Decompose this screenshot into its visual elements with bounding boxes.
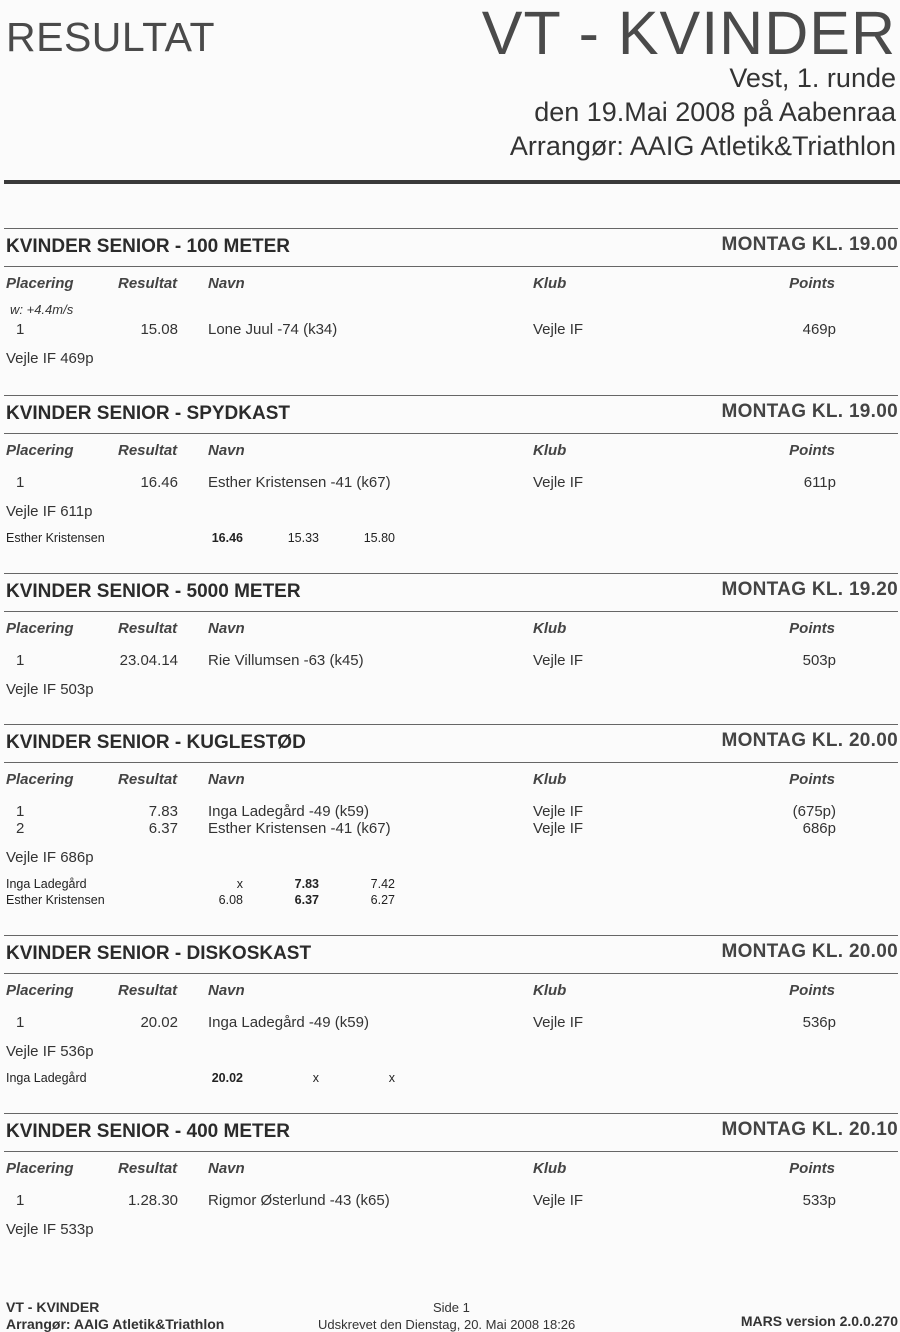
event-time: MONTAG KL. 20.00 xyxy=(721,941,898,962)
series-attempt: 7.42 xyxy=(370,877,395,891)
column-resultat: Resultat xyxy=(118,1160,178,1177)
event-top-rule xyxy=(4,724,898,725)
footer-organizer: Arrangør: AAIG Atletik&Triathlon xyxy=(6,1316,225,1332)
column-resultat: Resultat xyxy=(118,771,178,788)
athlete-name-cell: Esther Kristensen -41 (k67) xyxy=(208,820,391,837)
column-placering: Placering xyxy=(6,771,74,788)
column-placering: Placering xyxy=(6,620,74,637)
column-points: Points xyxy=(789,275,835,292)
column-navn: Navn xyxy=(208,771,245,788)
club-cell: Vejle IF xyxy=(533,1014,584,1031)
event-header-rule xyxy=(4,973,898,974)
club-total: Vejle IF 503p xyxy=(6,681,94,698)
round-subtitle: Vest, 1. runde xyxy=(729,63,896,93)
column-placering: Placering xyxy=(6,1160,74,1177)
placement-cell: 1 xyxy=(16,1192,25,1209)
column-navn: Navn xyxy=(208,1160,245,1177)
date-subtitle: den 19.Mai 2008 på Aabenraa xyxy=(534,97,896,127)
column-klub: Klub xyxy=(533,620,567,637)
placement-cell: 2 xyxy=(16,820,25,837)
column-points: Points xyxy=(789,982,835,999)
column-navn: Navn xyxy=(208,442,245,459)
athlete-name-cell: Lone Juul -74 (k34) xyxy=(208,321,338,338)
club-cell: Vejle IF xyxy=(533,820,584,837)
footer-title: VT - KVINDER xyxy=(6,1299,100,1315)
athlete-name-cell: Inga Ladegård -49 (k59) xyxy=(208,803,369,820)
points-cell: (675p) xyxy=(792,803,836,820)
series-attempt: 7.83 xyxy=(294,877,319,891)
event-time: MONTAG KL. 20.10 xyxy=(721,1119,898,1140)
column-navn: Navn xyxy=(208,620,245,637)
points-cell: 611p xyxy=(803,474,836,491)
column-points: Points xyxy=(789,620,835,637)
placement-cell: 1 xyxy=(16,803,25,820)
result-cell: 6.37 xyxy=(148,820,178,837)
athlete-name-cell: Esther Kristensen -41 (k67) xyxy=(208,474,391,491)
column-resultat: Resultat xyxy=(118,442,178,459)
event-top-rule xyxy=(4,573,898,574)
column-placering: Placering xyxy=(6,442,74,459)
event-header-rule xyxy=(4,266,898,267)
result-cell: 1.28.30 xyxy=(127,1192,178,1209)
wind-reading: w: +4.4m/s xyxy=(10,302,74,317)
club-total: Vejle IF 686p xyxy=(6,849,94,866)
series-attempt: 20.02 xyxy=(211,1071,243,1085)
event-name: KVINDER SENIOR - DISKOSKAST xyxy=(6,943,312,964)
series-attempt: 16.46 xyxy=(211,531,243,545)
athlete-name-cell: Rigmor Østerlund -43 (k65) xyxy=(208,1192,390,1209)
column-resultat: Resultat xyxy=(118,982,178,999)
placement-cell: 1 xyxy=(16,652,25,669)
series-attempt: 15.80 xyxy=(363,531,395,545)
series-attempt: x xyxy=(388,1071,395,1085)
event-name: KVINDER SENIOR - SPYDKAST xyxy=(6,403,290,424)
athlete-name-cell: Inga Ladegård -49 (k59) xyxy=(208,1014,369,1031)
footer-version: MARS version 2.0.0.270 xyxy=(740,1313,898,1329)
event-name: KVINDER SENIOR - 5000 METER xyxy=(6,581,301,602)
placement-cell: 1 xyxy=(16,1014,25,1031)
column-points: Points xyxy=(789,1160,835,1177)
event-time: MONTAG KL. 19.00 xyxy=(721,401,898,422)
club-cell: Vejle IF xyxy=(533,474,584,491)
event-time: MONTAG KL. 20.00 xyxy=(721,730,898,751)
column-points: Points xyxy=(789,442,835,459)
column-klub: Klub xyxy=(533,442,567,459)
result-cell: 15.08 xyxy=(140,321,178,338)
series-attempt: 15.33 xyxy=(287,531,319,545)
event-time: MONTAG KL. 19.00 xyxy=(721,234,898,255)
column-navn: Navn xyxy=(208,275,245,292)
column-resultat: Resultat xyxy=(118,275,178,292)
column-klub: Klub xyxy=(533,982,567,999)
points-cell: 533p xyxy=(802,1192,836,1209)
series-athlete: Inga Ladegård xyxy=(6,877,87,891)
footer-page: Side 1 xyxy=(433,1300,470,1315)
event-top-rule xyxy=(4,935,898,936)
series-athlete: Esther Kristensen xyxy=(6,531,105,545)
club-cell: Vejle IF xyxy=(533,321,584,338)
series-attempt: 6.37 xyxy=(294,893,319,907)
club-total: Vejle IF 611p xyxy=(6,503,93,520)
event-top-rule xyxy=(4,1113,898,1114)
column-points: Points xyxy=(789,771,835,788)
club-total: Vejle IF 536p xyxy=(6,1043,94,1060)
club-total: Vejle IF 469p xyxy=(6,350,94,367)
points-cell: 503p xyxy=(802,652,836,669)
column-placering: Placering xyxy=(6,982,74,999)
column-klub: Klub xyxy=(533,771,567,788)
event-top-rule xyxy=(4,228,898,229)
organizer-subtitle: Arrangør: AAIG Atletik&Triathlon xyxy=(509,131,896,161)
event-name: KVINDER SENIOR - 100 METER xyxy=(6,236,290,257)
column-resultat: Resultat xyxy=(118,620,178,637)
event-name: KVINDER SENIOR - KUGLESTØD xyxy=(6,732,306,753)
placement-cell: 1 xyxy=(16,321,25,338)
series-attempt: x xyxy=(236,877,243,891)
event-header-rule xyxy=(4,433,898,434)
event-time: MONTAG KL. 19.20 xyxy=(721,579,898,600)
column-klub: Klub xyxy=(533,275,567,292)
club-cell: Vejle IF xyxy=(533,803,584,820)
points-cell: 536p xyxy=(802,1014,836,1031)
document-title: VT - KVINDER xyxy=(481,0,896,67)
series-attempt: 6.08 xyxy=(218,893,243,907)
header-divider xyxy=(4,180,900,184)
column-navn: Navn xyxy=(208,982,245,999)
series-attempt: 6.27 xyxy=(370,893,395,907)
points-cell: 686p xyxy=(802,820,836,837)
points-cell: 469p xyxy=(802,321,836,338)
event-header-rule xyxy=(4,1151,898,1152)
athlete-name-cell: Rie Villumsen -63 (k45) xyxy=(208,652,364,669)
club-cell: Vejle IF xyxy=(533,652,584,669)
event-name: KVINDER SENIOR - 400 METER xyxy=(6,1121,290,1142)
series-athlete: Esther Kristensen xyxy=(6,893,105,907)
placement-cell: 1 xyxy=(16,474,25,491)
event-header-rule xyxy=(4,762,898,763)
column-placering: Placering xyxy=(6,275,74,292)
column-klub: Klub xyxy=(533,1160,567,1177)
event-header-rule xyxy=(4,611,898,612)
result-cell: 20.02 xyxy=(140,1014,178,1031)
series-attempt: x xyxy=(312,1071,319,1085)
result-cell: 16.46 xyxy=(140,474,178,491)
event-top-rule xyxy=(4,395,898,396)
club-cell: Vejle IF xyxy=(533,1192,584,1209)
footer-printed: Udskrevet den Dienstag, 20. Mai 2008 18:26 xyxy=(318,1317,576,1332)
result-cell: 7.83 xyxy=(148,803,178,820)
series-athlete: Inga Ladegård xyxy=(6,1071,87,1085)
page-label: RESULTAT xyxy=(6,14,216,60)
club-total: Vejle IF 533p xyxy=(6,1221,94,1238)
result-cell: 23.04.14 xyxy=(119,652,178,669)
